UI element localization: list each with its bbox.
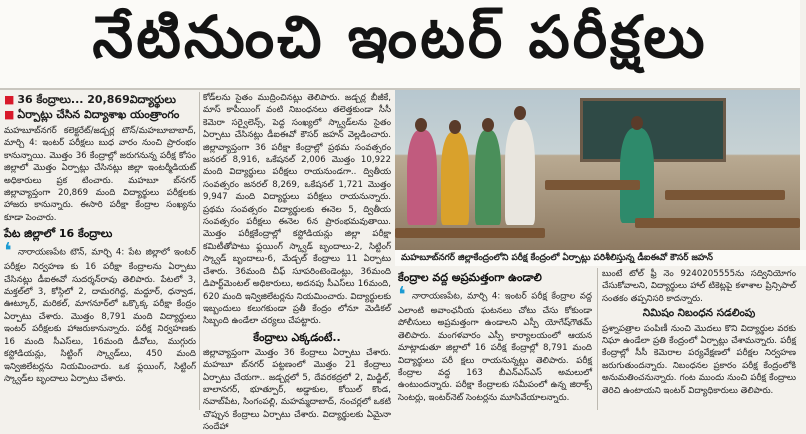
person-1 [407, 130, 437, 225]
bullet-2 [4, 107, 196, 122]
col1-body-text: నారాయణపేట టౌన్, మార్చి 4: పేట జిల్లాలో ఇంటర్ పరీక్షల నిర్వహణ కు 16 పరీక్షా కేంద్రాలను ఏర్పాటు చేసినట్లు డీఐఈవో సుదర్శన్‌రావు తెలిపారు. పేటలో 3, మక్తల్‌లో 3, కోస్గిలో 2, దామరగిద్ద, మద్దూర్, ధన్వాడ, ఊట్కూర్, మరికల్, మాగనూర్‌లో ఒక్కొక్క పరీక్షా కేంద్రం ఏర్పాటు చేశారు. మొత్తం 8,791 మంది విద్యార్థులు ఇంటర్ పరీక్షలకు హాజరుకానున్నారు. పరీక్ష నిర్వహణకు 16 మంది సీఎస్‌లు, 16మంది డీవోలు, ముగ్గురు కస్టోడియన్లు, సిట్టింగ్ స్క్వాడ్‌లు, 450 మంది ఇన్విజిలేటర్లను నియమించారు. ఒక ఫ్లయింగ్, సిట్టింగ్ స్క్వాడ్‌ల బృందాలు ఏర్పాటు చేశారు. [4, 247, 196, 384]
news-photo [395, 90, 800, 250]
col3-subheading: కేంద్రాల వద్ద అప్రమత్తంగా ఉండాలి [398, 271, 542, 284]
person-3 [475, 130, 501, 225]
bullet-1 [4, 92, 196, 107]
col2-body-2: జిల్లావ్యాప్తంగా మొత్తం 36 కేంద్రాలు ఏర్పాటు చేశారు. మహబూ బ్‌నగర్ పట్టణంలో మొత్తం 21 కేంద్రాలు ఏర్పాటు చేయగా.. జడ్చర్లలో 5, దేవరకద్రలో 2, మిడ్జిల్, బాలానగర్, భూత్పూర్, అడ్డాకుల, కోయిల్ కొండ, నవాబ్‌పేట, సింగంపల్లి, మహమ్మదాబాద్, నంచర్లలో ఒకటి చొప్పున కేంద్రాలు ఏర్పాటు చేశారు. విద్యార్థులకు ఏమైనా సందేహా [203, 347, 391, 433]
column-2 [203, 92, 391, 433]
column-4 [602, 268, 796, 412]
person-5 [620, 128, 654, 223]
person-5-head [631, 116, 643, 130]
col1-subheading: పేట జిల్లాలో 16 కేంద్రాలు [4, 227, 113, 241]
column-divider [199, 92, 200, 410]
column-divider [597, 268, 598, 410]
col4-subheading: నిమిషం నిబంధన సడలింపు [642, 307, 756, 320]
quote-icon: ❛ [398, 283, 406, 308]
col4-body-2: ప్రశ్నాపత్రాల పంపిణీ నుంచి మొదలు కొని విద్యార్థుల వరకు నిఘా ఉండేలా ప్రతి కేంద్రంలో ఏర్పాట్లు చేశామన్నారు. పరీక్ష కేంద్రాల్లో సీసీ కెమెరాల పర్యవేక్షణలో పరీక్షల నిర్వహణ జరుగుతుందన్నారు. నిబంధనల ప్రకారం పరీక్ష కేంద్రంలోకి అనుమతించనున్నారు. గంట ముందు నుంచి పరీక్ష కేంద్రాలు తెరిచి ఉంటాయని ఇంటర్ విద్యాధికారులు తెలిపారు. [602, 323, 796, 396]
desk-1 [545, 180, 640, 190]
person-1-head [415, 118, 427, 132]
col4-body-1: బుంటే టోల్ ఫ్రీ నెం 9240205555ను సద్వినియోగం చేసుకోవాలని, విద్యార్థులు హాల్ టికెట్లపై కళాశాల ప్రిన్సిపాల్ సంతకం తప్పనిసరి కాదన్నారు. [602, 269, 796, 304]
column-1 [4, 92, 196, 412]
col1-intro: మహబూబ్‌నగర్ కలెక్టరేట్/జడ్చర్ల టౌన్/మహబూబాబాద్, మార్చి 4: ఇంటర్ పరీక్షలు బుధ వారం నుంచి ప్రారంభం కానున్నాయి. మొత్తం 36 కేంద్రాల్లో జరుగనున్న పరీక్ష కోసం జిల్లాలో మొత్తం ఏర్పాట్లు చేసినట్లు జిల్లా ఇంటర్మీడియట్ అధికారులు ప్రక టించారు. మహబూ బ్‌నగర్ జిల్లావ్యాప్తంగా 20,869 మంది విద్యార్థులు పరీక్షలకు హాజరు కానున్నారు. ఈసారి పరీక్షా కేంద్రాల సంఖ్యను కూడా పెంచారు. [4, 126, 196, 223]
next-headline-cutoff [0, 412, 800, 421]
col3-body-text: నారాయణపేట, మార్చి 4: ఇంటర్ పరీక్ష కేంద్రాల వద్ద ఎలాంటి అవాంఛనీయ ఘటనలు చోటు చేసు కోకుండా పోలీసులు అప్రమత్తంగా ఉండాలని ఎస్పీ యోగేష్‌గౌతమ్ తెలిపారు. మంగళవారం ఎస్పీ కార్యాలయంలో ఆయన మాట్లాడుతూ జిల్లాలో 16 పరీక్ష కేంద్రాల్లో 8,791 మంది విద్యార్థులు పరీ క్షలు రాయనున్నట్లు తెలిపారు. పరీక్ష కేంద్రాల వద్ద 163 బీఎన్ఎస్ఎస్ అమలులో ఉంటుందన్నారు. పరీక్షా కేంద్రాలకు సమీపంలో ఉన్న జిరాక్స్ సెంటర్లు, ఇంటర్‌నెట్ సెంటర్లను మూసివేయాలన్నారు. [398, 291, 592, 403]
person-2-head [449, 120, 461, 134]
column-3 [398, 268, 592, 412]
bullet-2-text: ఏర్పాట్లు చేసిన విద్యాశాఖ యంత్రాంగం [17, 108, 180, 121]
col3-body [398, 283, 592, 404]
bullet-dot-icon: ■ [4, 108, 15, 121]
desk-3 [395, 228, 545, 238]
person-4 [505, 120, 535, 225]
col1-body [4, 239, 196, 385]
photo-caption: మహబూబ్‌నగర్ జిల్లాకేంద్రంలోని పరీక్ష కేంద్రంలో ఏర్పాట్లు పరిశీలిస్తున్న డీఐఈవో కౌసర్ జహన్ [395, 250, 806, 266]
bullet-1-text: 36 కేంద్రాలు... 20,869విద్యార్థులు [17, 93, 176, 106]
bullet-dot-icon: ■ [4, 93, 15, 106]
desk-2 [665, 190, 785, 200]
desk-4 [635, 218, 800, 228]
headline: నేటినుంచి ఇంటర్ పరీక్షలు [0, 0, 800, 90]
col2-body-1: కోడ్‌లను సైతం ముద్రించినట్లు తెలిపారు. జడ్చర్ల బీజీకే, మాస్ కాపీయింగ్ వంటి నిబంధనలు తలెత్తకుండా సీసీ కెమెరా సర్వైలెన్స్, పెద్ద సంఖ్యలో స్క్వాడ్‌లను సైతం ఏర్పాటు చేసినట్లు డీఐఈవో కౌసర్ జహన్ వెల్లడించారు. జిల్లావ్యాప్తంగా 36 పరీక్షా కేంద్రాల్లో ప్రథమ సంవత్సరం జనరల్ 8,916, ఒకేషనల్ 2,006 మొత్తం 10,922 మంది విద్యార్థులు పరీక్షలు రాయనుండగా.. ద్వితీయ సంవత్సరం జనరల్ 8,269, ఒకేషనల్ 1,721 మొత్తం 9,947 మంది విద్యార్థులు పరీక్షలు రాయనున్నారు. ప్రథమ సంవత్సరం విద్యార్థులకు ఈనెల 5, ద్వితీయ సంవత్సరం పరీక్షలు ఈనెల 6న ప్రారంభమవుతాయి. మొత్తం పరీక్షకేంద్రాల్లో కస్టోడియన్లు జిల్లా పరీక్షా కమిటీతోపాటు ఫ్లయింగ్ స్క్వాడ్ బృందాలు-2, సిట్టింగ్ స్క్వాడ్ బృందాలు-6, మేడ్చల్ కేంద్రాలు 11 ఏర్పాటు చేశారు. 36మంది చీఫ్ సూపరింటెండెంట్లు, 36మంది డిపార్ట్‌మెంటల్ అధికారులు, అదనపు సీఎస్‌లు 16మంది, 620 మంది ఇన్విజిలేటర్లను నియమించారు. విద్యార్థులకు ఇబ్బందులు కలుగకుండా ప్రతీ కేంద్రం లోనూ మెడికల్ సిబ్బంది ఉండేలా చర్యలు చేపట్టారు. [203, 93, 391, 327]
person-4-head [514, 106, 526, 120]
person-2 [441, 132, 469, 225]
col2-subheading: కేంద్రాలు ఎక్కడంటే.. [253, 330, 341, 344]
quote-icon: ❛ [4, 239, 12, 265]
person-3-head [482, 118, 494, 132]
